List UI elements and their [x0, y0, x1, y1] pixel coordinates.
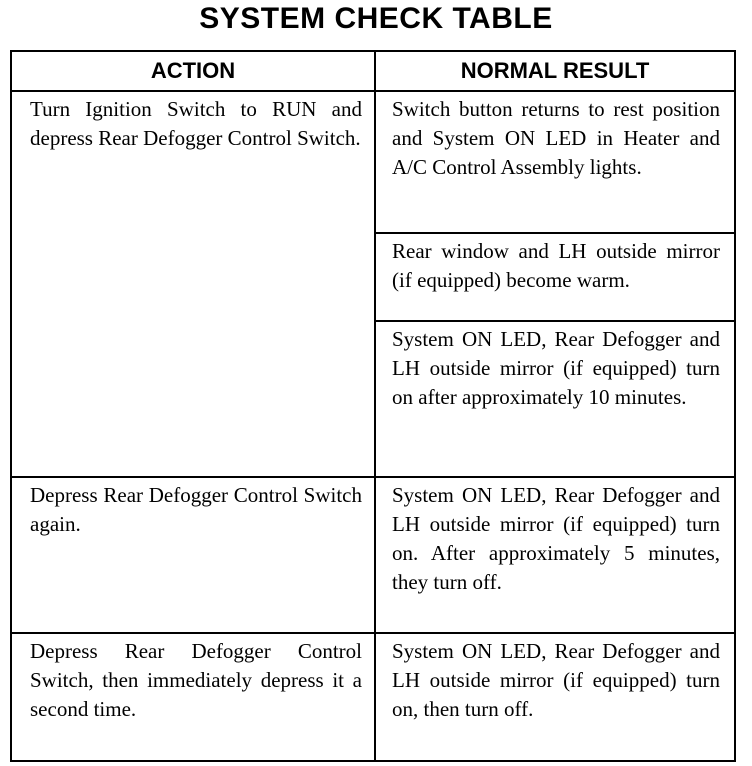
- normal-result-column-header: NORMAL RESULT: [375, 51, 735, 91]
- action-cell: Turn Ignition Switch to RUN and depress Rear Defogger Control Switch.: [11, 91, 375, 477]
- page-title: SYSTEM CHECK TABLE: [199, 2, 553, 35]
- action-cell: Depress Rear Defogger Control Switch again.: [11, 477, 375, 633]
- table-row: [11, 91, 735, 233]
- table-row: [11, 633, 735, 761]
- header-row: [11, 51, 735, 91]
- result-cell: System ON LED, Rear Defogger and LH outside mirror (if equipped) turn on, then turn off.: [375, 633, 735, 761]
- result-cell: System ON LED, Rear Defogger and LH outside mirror (if equipped) turn on. After approximately 5 minutes, they turn off.: [375, 477, 735, 633]
- result-cell: System ON LED, Rear Defogger and LH outside mirror (if equipped) turn on after approximately 10 minutes.: [375, 321, 735, 477]
- table-row: [11, 477, 735, 633]
- result-cell: Rear window and LH outside mirror (if equipped) become warm.: [375, 233, 735, 321]
- result-cell: Switch button returns to rest position and System ON LED in Heater and A/C Control Assembly lights.: [375, 91, 735, 233]
- system-check-table: [10, 50, 736, 762]
- action-column-header: ACTION: [11, 51, 375, 91]
- action-cell: Depress Rear Defogger Control Switch, then immediately depress it a second time.: [11, 633, 375, 761]
